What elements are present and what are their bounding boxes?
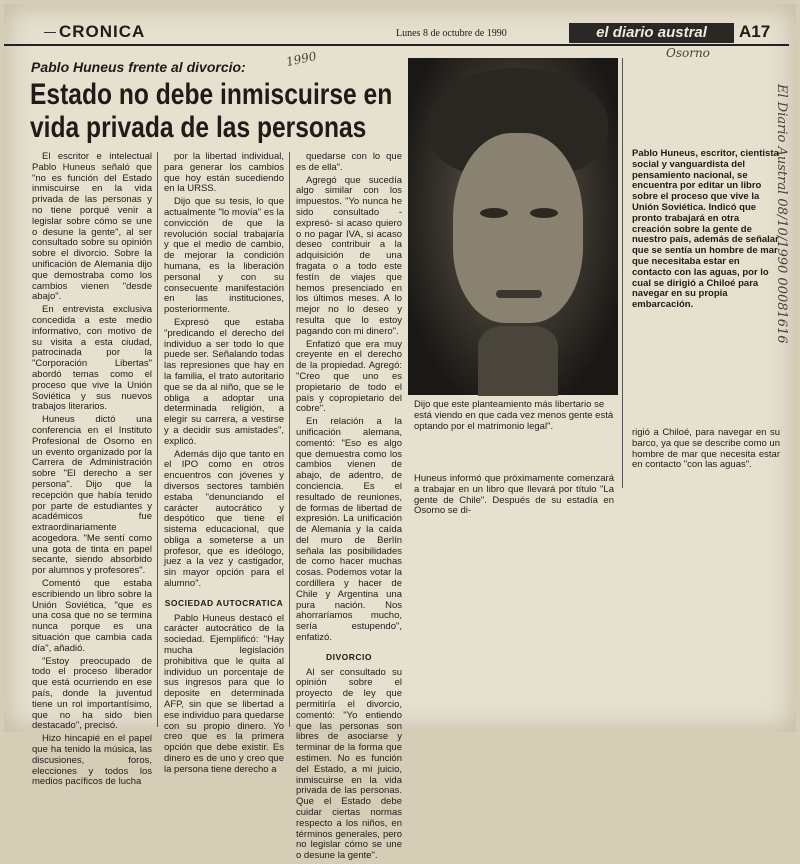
issue-date: Lunes 8 de octubre de 1990 bbox=[396, 28, 507, 39]
paragraph: Pablo Huneus destacó el carácter autocrático de la sociedad. Ejemplificó: "Hay mucha legislación prohibitiva que le quita al individuo un porcentaje de sus ingresos para que lo deposite en determinada AFP, sin que se libertad a ese individuo para quedarse con su propio dinero. Yo creo que es la primera opción que debe existir. Es dinero es de uno y creo que la persona tiene derecho a bbox=[164, 612, 284, 775]
paragraph: Hizo hincapié en el papel que ha tenido la música, las discusiones, foros, elecciones y todos los medios pacíficos de lucha bbox=[32, 733, 152, 788]
article-column-2 bbox=[164, 152, 284, 778]
handwritten-city: Osorno bbox=[666, 46, 710, 60]
subheading-divorcio: DIVORCIO bbox=[325, 651, 373, 662]
paragraph: Comentó que estaba escribiendo un libro sobre la Unión Soviética, "que es una cosa que no se termina nunca porque es una situación que cambia cada día", añadió. bbox=[32, 578, 152, 654]
paragraph: Al ser consultado su opinión sobre el proyecto de ley que permitiría el divorcio, comentó: "Yo entiendo que las personas son libres de asociarse y terminar de la forma que estimen. No es función del Estado, a mi juicio, inmiscuirse en la vida privada de las personas. Que el Estado debe cuidar ciertas normas respecto a los niños, en términos generales, pero no legislar cómo se une o desune la gente". bbox=[296, 666, 402, 862]
paragraph: Enfatizó que era muy creyente en el derecho de la propiedad. Agregó: "Creo que uno es propietario de todo el país y copropietario del cobre". bbox=[296, 338, 402, 415]
paragraph: Agregó que sucedía algo similar con los impuestos. "Yo nunca he sido consultado -expresó- si acaso quiero o no pagar IVA, si acaso deseo contribuir a la adquisición de una fragata o a todo este festín de viajes que hemos presenciado en los últimos meses. A lo mejor no lo deseo y resulta que lo estoy pagando con mi dinero". bbox=[296, 174, 402, 337]
header-rule bbox=[44, 32, 56, 33]
newspaper-clipping bbox=[4, 4, 796, 862]
newspaper-name: el diario austral bbox=[569, 23, 734, 43]
article-kicker: Pablo Huneus frente al divorcio: bbox=[31, 59, 246, 75]
photo-caption-box bbox=[632, 149, 780, 311]
paragraph: quedarse con lo que es de ella". bbox=[296, 151, 402, 173]
photo-eye bbox=[480, 208, 508, 218]
headline-line-1: Estado no debe inmiscuirse en bbox=[30, 78, 393, 111]
caption-right-bottom: rigió a Chiloé, para navegar en su barco, ya que se describe como un hombre de mar que necesita estar en contacto "con las aguas". bbox=[632, 427, 780, 471]
photo-caption-continuation bbox=[414, 400, 614, 432]
column-divider bbox=[622, 58, 623, 488]
caption-right-top: Pablo Huneus, escritor, cientista social y vanguardista del pensamiento nacional, se encuentra por editar un libro sobre el proceso que vive la Unión Soviética. Indicó que pronto trabajará en otra creación sobre la gente de nuestro país, además de señalar que se sentía un hombre de mar que necesitaba estar en contacto con las aguas, por lo cual se dirigió a Chiloé para navegar en su propia embarcación. bbox=[632, 148, 779, 311]
caption-mid-block bbox=[414, 474, 614, 517]
article-column-1 bbox=[32, 152, 152, 790]
paragraph: Dijo que su tesis, lo que actualmente "lo movía" es la convicción de que la revolución social trabajaría y que el medio de cambio, de mejorar la condición humana, es la liberación personal y con su consecuente manifestación en las instituciones, posteriormente. bbox=[164, 196, 284, 316]
page-number: A17 bbox=[739, 22, 771, 41]
handwritten-margin-note: El Diario Austral 08/10/1990 00081616 bbox=[774, 84, 789, 344]
paragraph: Expresó que estaba "predicando el derecho del individuo a ser todo lo que puede ser. Señalando todas las represiones que hay en la familia, el trato autoritario que se da al niño, que se le obliga a adoptar una determinada religión, a elegir su carrera, a vestirse y a decidir sus amistades", explicó. bbox=[164, 316, 284, 447]
paragraph: Huneus dictó una conferencia en el Instituto Profesional de Osorno en un evento organizado por la Carrera de Administración sobre "El derecho a ser persona". Dijo que la recepción que había tenido por parte de estudiantes y académicos fue extraordinariamente acogedora. "Me sentí como una gota de tinta en papel secante, siendo absorbido por alumnos y profesores". bbox=[32, 414, 152, 577]
column-divider bbox=[289, 152, 290, 727]
caption-left: Dijo que este planteamiento más libertario se está viendo en que cada vez menos gente está optando por el matrimonio legal". bbox=[414, 399, 614, 432]
paragraph: El escritor e intelectual Pablo Huneus señaló que "no es función del Estado inmiscuirse en la vida privada de las personas y no tiene porqué venir a legislar sobre cómo se une o desune la gente", al ser consultado sobre su opinión sobre el divorcio. Sobre la unificación de Alemania dijo que demostraba como los cambios vienen "desde abajo". bbox=[32, 151, 152, 303]
photo-chin bbox=[478, 326, 558, 396]
column-divider bbox=[157, 152, 158, 727]
article-headline bbox=[30, 78, 393, 144]
headline-line-2: vida privada de las personas bbox=[30, 111, 367, 144]
paragraph: por la libertad individual, para generar los cambios que hoy están sucediendo en la URSS. bbox=[164, 151, 284, 195]
handwritten-year: 1990 bbox=[284, 48, 318, 70]
caption-right-bottom-block bbox=[632, 428, 780, 471]
caption-mid: Huneus informó que próximamente comenzará a trabajar en un libro que llevará por título "La gente de Chile". Después de su estadía en Osorno se di- bbox=[414, 473, 614, 517]
paragraph: En relación a la unificación alemana, comentó: "Eso es algo que demuestra como los cambios vienen de abajo, de adentro, de conciencia. Es el resultado de reuniones, de formas de libertad de expresión. La unificación de Alemania y la caída del muro de Berlín señala las posibilidades de como hacer muchas cosas. Podemos votar la cordillera y hacer de Chile y Argentina una pura nación. Nos ahorraríamos mucho, sería estupendo", enfatizó. bbox=[296, 416, 402, 644]
subheading-sociedad: SOCIEDAD AUTOCRATICA bbox=[164, 597, 284, 608]
paragraph: Además dijo que tanto en el IPO como en otros encuentros con jóvenes y diversos sectores también estaba "denunciando el carácter autocrático y despótico que tiene el sistema educacional, que obliga a someterse a un profesor, que es ideólogo, juez a la vez y castigador, sin mayor opción para el alumno". bbox=[164, 448, 284, 590]
portrait-photo bbox=[408, 58, 618, 395]
paragraph: "Estoy preocupado de todo el proceso liberador que está ocurriendo en ese país, donde la juventud tiene un rol importantísimo, que no ha sido bien destacado", precisó. bbox=[32, 655, 152, 732]
photo-eye bbox=[530, 208, 558, 218]
section-label: CRONICA bbox=[59, 22, 146, 41]
paragraph: En entrevista exclusiva concedida a este medio informativo, con motivo de su visita a esta ciudad, patrocinada por la "Corporación Libertas" abordó temas como el proceso que vive la Unión Soviética y sus nuevos trabajos literarios. bbox=[32, 304, 152, 413]
article-column-3 bbox=[296, 152, 402, 864]
photo-mouth bbox=[496, 290, 542, 298]
page-header bbox=[4, 22, 789, 46]
